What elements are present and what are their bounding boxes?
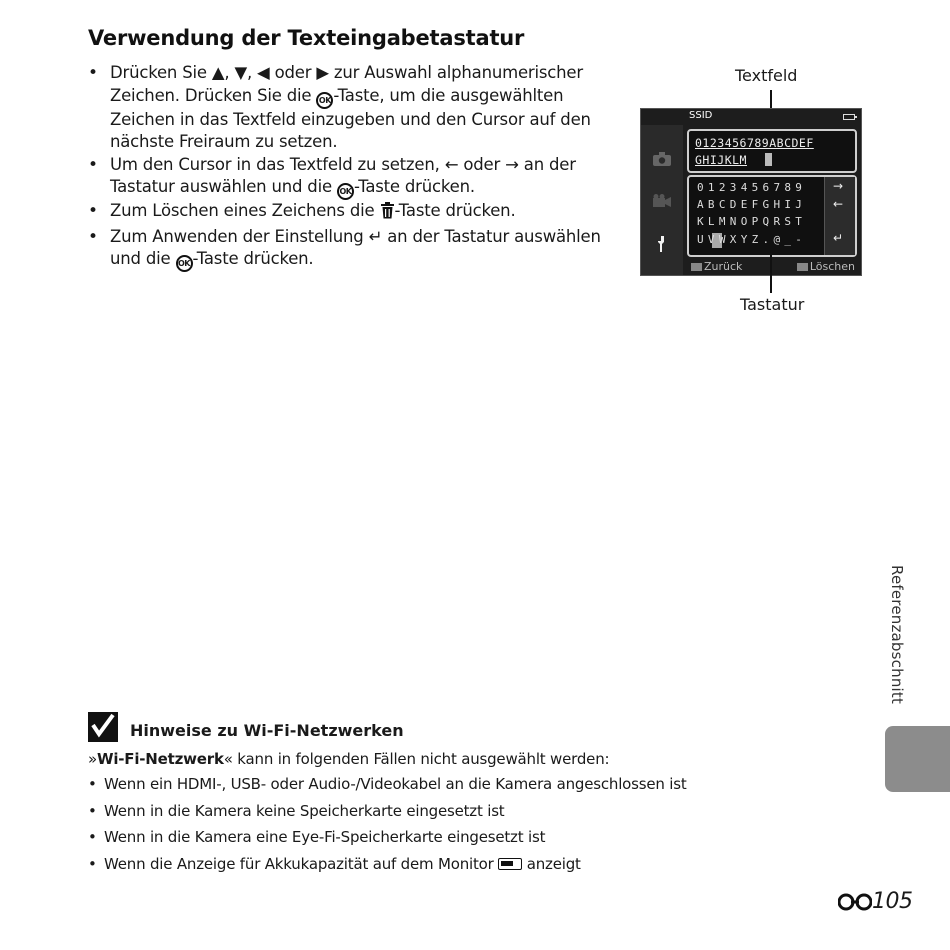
keyboard-row: KLMNOPQRST — [697, 215, 807, 228]
keyboard-row: 0123456789 — [697, 181, 807, 194]
list-item — [88, 855, 687, 882]
note-list — [88, 775, 687, 881]
bullet-text: Zum Anwenden der Einstellung ↵ an der Tastatur auswählen und die — [110, 226, 601, 268]
reference-icon — [838, 889, 872, 914]
softkey-delete-label: Löschen — [809, 260, 855, 273]
text-field-line-2: GHIJKLM — [695, 153, 747, 167]
keyboard-row: UVWXYZ.@_- — [697, 233, 807, 246]
list-item: • Wenn ein HDMI-, USB- oder Audio-/Videokabel an die Kamera angeschlossen ist — [88, 775, 687, 802]
keyboard-row: ABCDEFGHIJ — [697, 198, 807, 211]
bullet-text: -Taste drücken. — [353, 177, 475, 196]
menu-button-icon — [691, 263, 702, 271]
wrench-icon — [653, 235, 671, 257]
battery-low-icon — [498, 858, 522, 870]
bullet-text: Zum Löschen eines Zeichens die — [110, 201, 380, 220]
screen-top-bar — [641, 109, 861, 125]
screen-softkeys — [687, 260, 859, 274]
list-item — [88, 200, 608, 226]
section-tab-label: Referenzabschnitt — [888, 565, 906, 705]
ok-button-icon: OK — [316, 92, 333, 109]
softkey-back-label: Zurück — [704, 260, 743, 273]
bullet-text: -Taste drücken. — [394, 201, 516, 220]
note-item-text: Wenn die Anzeige für Akkukapazität auf dem Monitor — [104, 854, 499, 873]
list-item — [88, 62, 608, 154]
bullet-text: -Taste, um die ausgewählten Zeichen in das Textfeld einzugeben und den Cursor auf den nächste Freiraum zu setzen. — [110, 85, 591, 151]
movie-camera-icon — [653, 193, 671, 212]
arrow-left-icon: ← — [833, 197, 844, 211]
softkey-back — [691, 260, 742, 273]
checkmark-icon — [88, 712, 118, 746]
note-intro — [88, 750, 609, 768]
trash-icon — [380, 202, 395, 226]
text-field — [687, 129, 857, 173]
ok-button-icon: OK — [176, 255, 193, 272]
softkey-delete — [797, 260, 855, 273]
page-heading: Verwendung der Texteingabetastatur — [88, 26, 525, 50]
camera-icon — [653, 151, 671, 170]
list-item — [88, 226, 608, 273]
list-item: • Wenn in die Kamera keine Speicherkarte eingesetzt ist — [88, 802, 687, 829]
section-tab — [885, 726, 950, 792]
arrow-right-icon: → — [833, 179, 844, 193]
bullet-text: -Taste drücken. — [192, 249, 314, 268]
page-number-text: 105 — [872, 889, 913, 914]
keyboard-side-keys — [824, 177, 855, 255]
enter-icon: ↵ — [833, 231, 844, 245]
note-intro-text: « kann in folgenden Fällen nicht ausgewählt werden: — [223, 750, 610, 768]
note-term: Wi-Fi-Netzwerk — [96, 750, 224, 768]
quote-open: » — [88, 750, 97, 768]
note-item-text: anzeigt — [522, 854, 581, 873]
list-item — [88, 154, 608, 201]
page-number — [838, 889, 913, 914]
textfield-label: Textfeld — [735, 66, 798, 85]
bullet-text: Drücken Sie ▲, ▼, ◀ oder ▶ zur Auswahl alphanumerischer Zeichen. Drücken Sie die — [110, 63, 583, 105]
on-screen-keyboard — [687, 175, 857, 257]
bullet-text: Um den Cursor in das Textfeld zu setzen, ← oder → an der Tastatur auswählen und die — [110, 154, 576, 196]
instruction-list — [88, 62, 608, 272]
screen-sidebar — [641, 125, 683, 275]
battery-icon — [843, 114, 855, 120]
list-item: • Wenn in die Kamera eine Eye-Fi-Speicherkarte eingesetzt ist — [88, 828, 687, 855]
text-field-line-1: 0123456789ABCDEF — [695, 136, 814, 150]
screen-title: SSID — [689, 110, 713, 121]
text-cursor — [765, 153, 772, 166]
callout-line — [770, 253, 772, 293]
ok-button-icon: OK — [337, 183, 354, 200]
keyboard-label: Tastatur — [740, 295, 805, 314]
trash-button-icon — [797, 263, 808, 271]
note-title: Hinweise zu Wi-Fi-Netzwerken — [130, 721, 404, 740]
camera-screen — [640, 108, 862, 276]
